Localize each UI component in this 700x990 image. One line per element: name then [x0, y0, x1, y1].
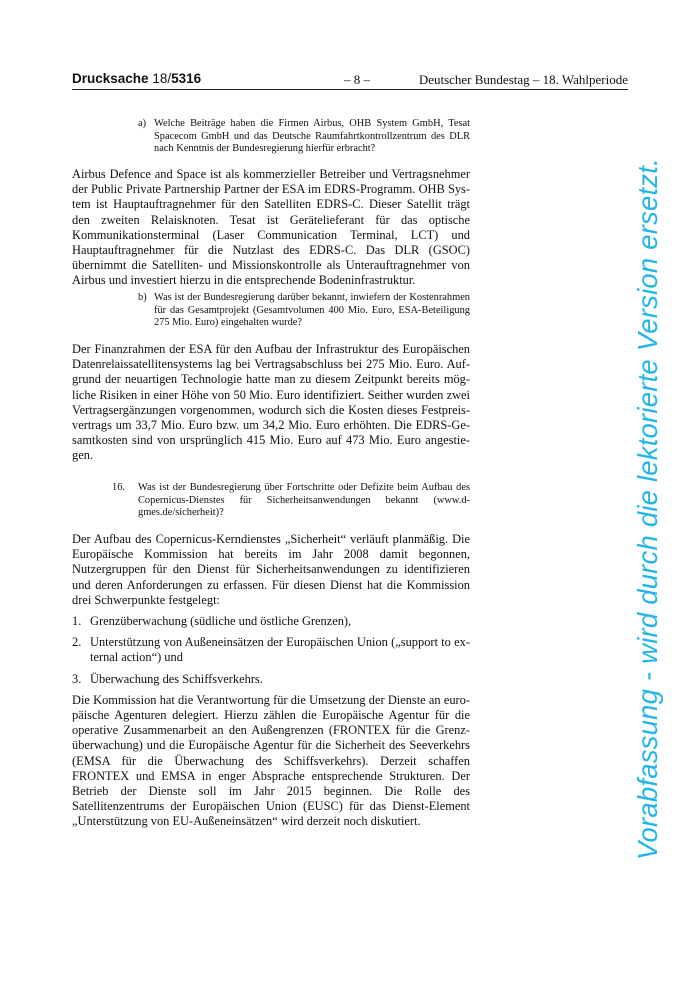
- answer-16-intro: Der Aufbau des Copernicus-Kerndienstes „Sicherheit“ verläuft planmäßig. Die Europäische Kommission hat bereits im Jahr 2008 damit begonnen, Nutzergruppen für den Dienst für Sicherheitsanwendungen zu identifizieren und deren Anforderungen zu erfassen. Für diesen Dienst hat die Kommission drei Schwerpunkte festgelegt:: [72, 532, 470, 607]
- draft-watermark: [608, 114, 688, 904]
- question-a: [138, 118, 470, 156]
- page-header: [72, 71, 628, 90]
- list-item-number: 3.: [72, 671, 82, 686]
- answer-16-outro: Die Kommission hat die Verantwortung für die Umsetzung der Dienste an europäische Agenturen delegiert. Hierzu zählen die Europäische Agentur für die operative Zusammenarbeit an den Außengrenzen (FRONTEX für die Grenzüberwachung) und die Europäische Agentur für die Sicherheit des Seeverkehrs (EMSA für die Überwachung des Schiffsverkehrs). Derzeit schaffen FRONTEX und EMSA in enger Absprache entsprechende Strukturen. Der Betrieb der Dienste soll im Jahr 2015 beginnen. Die Rolle des Satellitenzentrums der Europäischen Union (EUSC) für das Dienst-Element „Unterstützung von EU-Außeneinsätzen“ wird derzeit noch diskutiert.: [72, 692, 470, 829]
- answer-16-list: [72, 614, 470, 687]
- question-16: [112, 482, 470, 520]
- list-item: [72, 635, 470, 665]
- question-b-label: b): [138, 292, 147, 303]
- document-number: [72, 71, 201, 86]
- watermark-text: Vorabfassung - wird durch die lektorierte Version ersetzt.: [632, 158, 663, 860]
- question-a-label: a): [138, 118, 147, 129]
- list-item-number: 1.: [72, 614, 82, 629]
- answer-a-text: Airbus Defence and Space ist als kommerzieller Betreiber und Vertragsnehmer der Public Private Partnership Partner der ESA im EDRS-Programm. OHB System ist Hauptauftragnehmer für den Satelliten EDRS-C. Dieser Satellit trägt den zweiten Relaisknoten. Tesat ist Gerätelieferant für das optische Kommunikationsterminal (Laser Communication Terminal, LCT) und Hauptauftragnehmer für die Nutzlast des EDRS-C. Das DLR (GSOC) übernimmt die Satelliten- und Missionskontrolle als Unterauftragnehmer von Airbus und investiert hierzu in die entsprechende Bodeninfrastruktur.: [72, 167, 470, 288]
- question-16-text: Was ist der Bundesregierung über Fortschritte oder Defizite beim Aufbau des Copernicus-Dienstes für Sicherheitsanwendungen bekannt (www.dgmes.de/sicherheit)?: [138, 482, 470, 519]
- answer-a: [72, 167, 470, 289]
- list-item-text: Unterstützung von Außeneinsätzen der Europäischen Union („support to external action“) und: [90, 635, 470, 665]
- list-item: [72, 614, 470, 629]
- page-number: – 8 –: [344, 72, 370, 87]
- document-number-part2: 5316: [171, 71, 202, 86]
- question-a-text: Welche Beiträge haben die Firmen Airbus, OHB System GmbH, Tesat Spacecom GmbH und das Deutsche Raumfahrtkontrollzentrum des DLR nach Kenntnis der Bundesregierung hierfür erbracht?: [154, 118, 470, 155]
- answer-b: [72, 342, 470, 464]
- answer-16: [72, 532, 470, 830]
- list-item-number: 2.: [72, 635, 82, 650]
- question-b: [138, 292, 470, 330]
- answer-b-text: Der Finanzrahmen der ESA für den Aufbau der Infrastruktur des Europäischen Datenrelaissatellitensystems lag bei Vertragsabschluss bei 275 Mio. Euro. Aufgrund der neuartigen Technologie hatte man zu diesem Zeitpunkt bereits mögliche Risiken in einer Höhe von 50 Mio. Euro identifiziert. Seither wurden zwei Vertragsergänzungen vorgenommen, wodurch sich die Kosten dieses Festpreisvertrags um 33,7 Mio. Euro bzw. um 34,2 Mio. Euro erhöhten. Die EDRS-Gesamtkosten sind von ursprünglich 415 Mio. Euro auf 473 Mio. Euro angestiegen.: [72, 342, 470, 463]
- document-number-part1: 18/: [152, 71, 172, 86]
- institution-label: Deutscher Bundestag – 18. Wahlperiode: [418, 72, 628, 87]
- question-16-label: 16.: [112, 482, 125, 493]
- question-b-text: Was ist der Bundesregierung darüber bekannt, inwiefern der Kostenrahmen für das Gesamtprojekt (Gesamtvolumen 400 Mio. Euro, ESA-Beteiligung 275 Mio. Euro) eingehalten wurde?: [154, 292, 470, 329]
- list-item-text: Überwachung des Schiffsverkehrs.: [90, 671, 263, 686]
- list-item-text: Grenzüberwachung (südliche und östliche Grenzen),: [90, 614, 352, 629]
- document-prefix: Drucksache: [72, 71, 149, 86]
- list-item: [72, 672, 470, 687]
